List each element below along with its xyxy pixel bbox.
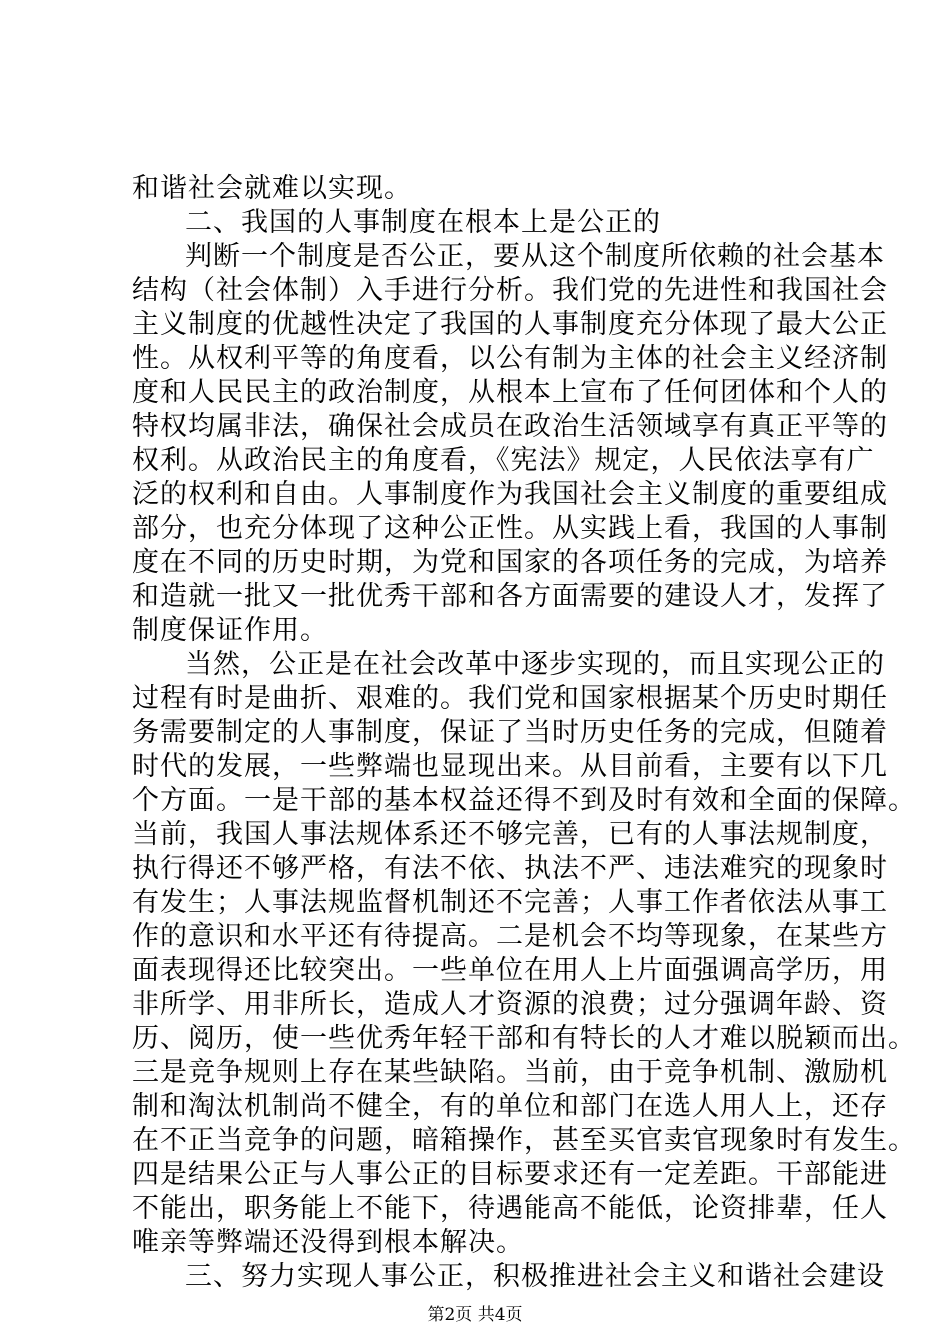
text-line: 非所学、用非所长，造成人才资源的浪费；过分强调年龄、资: [132, 989, 888, 1020]
text-line: 泛的权利和自由。人事制度作为我国社会主义制度的重要组成: [132, 479, 888, 510]
text-line: 在不正当竞争的问题，暗箱操作，甚至买官卖官现象时有发生。: [132, 1125, 916, 1156]
text-line: 时代的发展，一些弊端也显现出来。从目前看，主要有以下几: [132, 751, 888, 782]
text-line: 三是竞争规则上存在某些缺陷。当前，由于竞争机制、激励机: [132, 1057, 888, 1088]
text-line: 个方面。一是干部的基本权益还得不到及时有效和全面的保障。: [132, 785, 916, 816]
text-line: 主义制度的优越性决定了我国的人事制度充分体现了最大公正: [132, 309, 888, 340]
text-line: 判断一个制度是否公正，要从这个制度所依赖的社会基本: [185, 241, 885, 272]
text-line: 面表现得还比较突出。一些单位在用人上片面强调高学历，用: [132, 955, 888, 986]
text-line: 和谐社会就难以实现。: [132, 173, 412, 204]
text-line: 历、阅历，使一些优秀年轻干部和有特长的人才难以脱颖而出。: [132, 1023, 916, 1054]
text-line: 制和淘汰机制尚不健全，有的单位和部门在选人用人上，还存: [132, 1091, 888, 1122]
text-line: 作的意识和水平还有待提高。二是机会不均等现象，在某些方: [132, 921, 888, 952]
text-line: 度和人民民主的政治制度，从根本上宣布了任何团体和个人的: [132, 377, 888, 408]
text-line: 执行得还不够严格，有法不依、执法不严、违法难究的现象时: [132, 853, 888, 884]
text-line: 务需要制定的人事制度，保证了当时历史任务的完成，但随着: [132, 717, 888, 748]
text-line: 度在不同的历史时期，为党和国家的各项任务的完成，为培养: [132, 547, 888, 578]
text-line: 不能出，职务能上不能下，待遇能高不能低，论资排辈，任人: [132, 1193, 888, 1224]
text-line: 制度保证作用。: [132, 615, 328, 646]
text-line: 特权均属非法，确保社会成员在政治生活领域享有真正平等的: [132, 411, 888, 442]
text-line: 和造就一批又一批优秀干部和各方面需要的建设人才，发挥了: [132, 581, 888, 612]
section-heading: 三、努力实现人事公正，积极推进社会主义和谐社会建设: [185, 1261, 885, 1292]
text-line: 部分，也充分体现了这种公正性。从实践上看，我国的人事制: [132, 513, 888, 544]
text-line: 四是结果公正与人事公正的目标要求还有一定差距。干部能进: [132, 1159, 888, 1190]
text-line: 过程有时是曲折、艰难的。我们党和国家根据某个历史时期任: [132, 683, 888, 714]
text-line: 有发生；人事法规监督机制还不完善；人事工作者依法从事工: [132, 887, 888, 918]
text-line: 权利。从政治民主的角度看，《宪法》规定，人民依法享有广: [132, 445, 875, 476]
text-line: 结构（社会体制）入手进行分析。我们党的先进性和我国社会: [132, 275, 888, 306]
page-number-footer: 第2页 共4页: [427, 1305, 523, 1325]
text-line: 当前，我国人事法规体系还不够完善，已有的人事法规制度，: [132, 819, 888, 850]
text-line: 当然，公正是在社会改革中逐步实现的，而且实现公正的: [185, 649, 885, 680]
text-line: 性。从权利平等的角度看，以公有制为主体的社会主义经济制: [132, 343, 888, 374]
section-heading: 二、我国的人事制度在根本上是公正的: [185, 207, 661, 238]
text-line: 唯亲等弊端还没得到根本解决。: [132, 1227, 524, 1258]
